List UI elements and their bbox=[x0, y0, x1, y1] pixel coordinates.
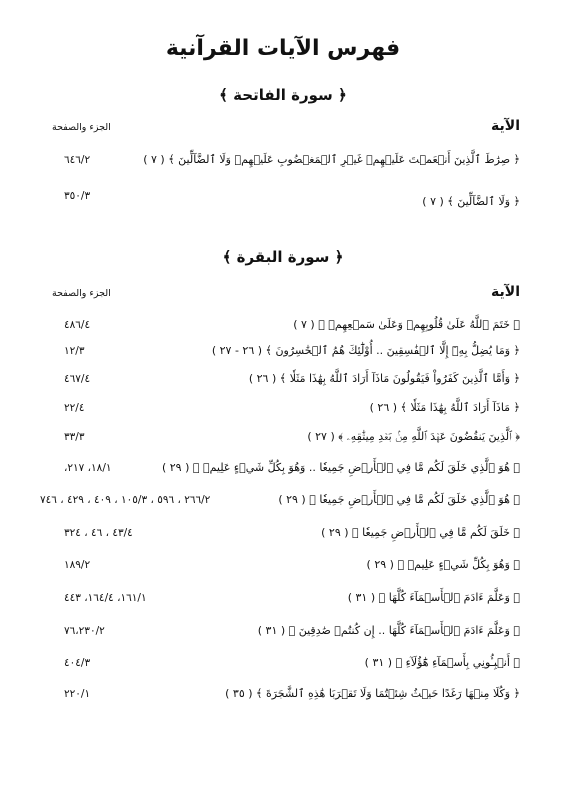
verse-text: ﴿ وَعَلَّمَ ءَادَمَ ٱلۡأَسۡمَآءَ كُلَّهَا ﴾ ( ٣١ ) bbox=[347, 591, 520, 604]
verse-row bbox=[0, 555, 566, 577]
page-reference: ٤٣/٤ ، ٤٦ ، ٣٢٤ bbox=[64, 527, 133, 539]
page-reference: ٦٤٦/٢ bbox=[64, 154, 91, 166]
column-header-ayah: الآية bbox=[491, 284, 520, 300]
page-reference: ٣٥٠/٣ bbox=[64, 190, 91, 202]
column-header-ayah: الآية bbox=[491, 118, 520, 134]
verse-row bbox=[0, 186, 566, 208]
page-reference: ٤٨٦/٤ bbox=[64, 319, 91, 331]
page-reference: ٣٣/٣ bbox=[64, 431, 85, 443]
verse-text: ﴿ خَلَقَ لَكُم مَّا فِي ٱلۡأَرۡضِ جَمِيعٗا ﴾ ( ٢٩ ) bbox=[321, 526, 520, 539]
surah-title-fatiha: ﴿ سورة الفاتحة ﴾ bbox=[219, 86, 347, 104]
verse-row bbox=[0, 588, 566, 610]
page-reference: ٤٦٧/٤ bbox=[64, 373, 91, 385]
verse-row bbox=[0, 398, 566, 420]
verse-row bbox=[0, 150, 566, 172]
verse-text: ﴿ وَعَلَّمَ ءَادَمَ ٱلۡأَسۡمَآءَ كُلَّهَا .. إِن كُنتُمۡ صَٰدِقِينَ ﴾ ( ٣١ ) bbox=[257, 624, 520, 637]
verse-text: ﴿ وَأَمَّا ٱلَّذِينَ كَفَرُواْ فَيَقُولُونَ مَاذَآ أَرَادَ ٱللَّهُ بِهَٰذَا مَثَلٗا ﴾ ( ٢٦ ) bbox=[248, 372, 520, 385]
page-reference: ١٨٩/٢ bbox=[64, 559, 91, 571]
verse-text: ﴿ هُوَ ٱلَّذِي خَلَقَ لَكُم مَّا فِي ٱلۡأَرۡضِ جَمِيعٗا ﴾ ( ٢٩ ) bbox=[278, 493, 520, 506]
verse-text: ﴿ وَكُلَا مِنۡهَا رَغَدًا حَيۡثُ شِئۡتُمَا وَلَا تَقۡرَبَا هَٰذِهِ ٱلشَّجَرَةَ ﴾ ( ٣٥ ) bbox=[225, 687, 520, 700]
page-reference: ٤٠٤/٣ bbox=[64, 657, 91, 669]
page-reference: ١٨/١، ٢١٧، bbox=[64, 462, 112, 474]
verse-text: ﴿ وَهُوَ بِكُلِّ شَيۡءٍ عَلِيمٞ ﴾ ( ٢٩ ) bbox=[366, 558, 520, 571]
page-title: فهرس الآيات القرآنية bbox=[165, 36, 401, 61]
verse-text: ﴿ ٱلَّذِينَ يَنقُضُونَ عَهۡدَ ٱللَّهِ مِنۢ بَعۡدِ مِيثَٰقِهِۦ ﴾ ( ٢٧ ) bbox=[307, 430, 520, 443]
verse-row bbox=[0, 315, 566, 337]
column-header-page: الجزء والصفحة bbox=[52, 122, 111, 133]
verse-text: ﴿ خَتَمَ ٱللَّهُ عَلَىٰ قُلُوبِهِمۡ وَعَلَىٰ سَمۡعِهِمۡ ﴾ ( ٧ ) bbox=[293, 318, 520, 331]
page-reference: ١٢/٣ bbox=[64, 345, 85, 357]
verse-row bbox=[0, 684, 566, 706]
column-header-page: الجزء والصفحة bbox=[52, 288, 111, 299]
verse-row bbox=[0, 621, 566, 643]
verse-text: ﴿ مَاذَآ أَرَادَ ٱللَّهُ بِهَٰذَا مَثَلٗا ﴾ ( ٢٦ ) bbox=[369, 401, 520, 414]
page-reference: ٢٢/٤ bbox=[64, 402, 85, 414]
surah-title-baqarah: ﴿ سورة البقرة ﴾ bbox=[222, 248, 344, 266]
verse-row bbox=[0, 427, 566, 449]
verse-row bbox=[0, 653, 566, 675]
verse-row bbox=[0, 341, 566, 363]
page-reference: ١٦١/١، ١٦٤/٤، ٤٤٣ bbox=[64, 592, 147, 604]
verse-row bbox=[0, 490, 566, 512]
verse-row bbox=[0, 523, 566, 545]
verse-text: ﴿ وَمَا يُضِلُّ بِهِۦٓ إِلَّا ٱلۡفَٰسِقِينَ .. أُوْلَٰٓئِكَ هُمُ ٱلۡخَٰسِرُونَ ﴾ ( ٢٦ - ٢٧ ) bbox=[211, 344, 520, 357]
verse-row bbox=[0, 369, 566, 391]
page-reference: ٢٢٠/١ bbox=[64, 688, 91, 700]
verse-text: ﴿ وَلَا ٱلضَّآلِّينَ ﴾ ( ٧ ) bbox=[422, 195, 520, 208]
page-reference: ٢٦٦/٢ ، ٥٩٦ ، ١٠٥/٣ ، ٤٠٩ ، ٤٢٩ ، ٧٤٦ bbox=[40, 494, 211, 506]
verse-text: ﴿ أَنۢبِـُٔونِي بِأَسۡمَآءِ هَٰٓؤُلَآءِ ﴾ ( ٣١ ) bbox=[364, 656, 520, 669]
page-reference: ٧٦،٢٣٠/٢ bbox=[64, 625, 105, 637]
verse-text: ﴿ هُوَ ٱلَّذِي خَلَقَ لَكُم مَّا فِي ٱلۡأَرۡضِ جَمِيعٗا .. وَهُوَ بِكُلِّ شَيۡءٍ عَلِيمٞ ﴾ ( ٢٩ ) bbox=[161, 461, 520, 474]
verse-row bbox=[0, 458, 566, 480]
verse-text: ﴿ صِرَٰطَ ٱلَّذِينَ أَنۡعَمۡتَ عَلَيۡهِمۡ غَيۡرِ ٱلۡمَغۡضُوبِ عَلَيۡهِمۡ وَلَا ٱلضَّآلِّينَ ﴾ ( ٧ ) bbox=[143, 153, 520, 166]
